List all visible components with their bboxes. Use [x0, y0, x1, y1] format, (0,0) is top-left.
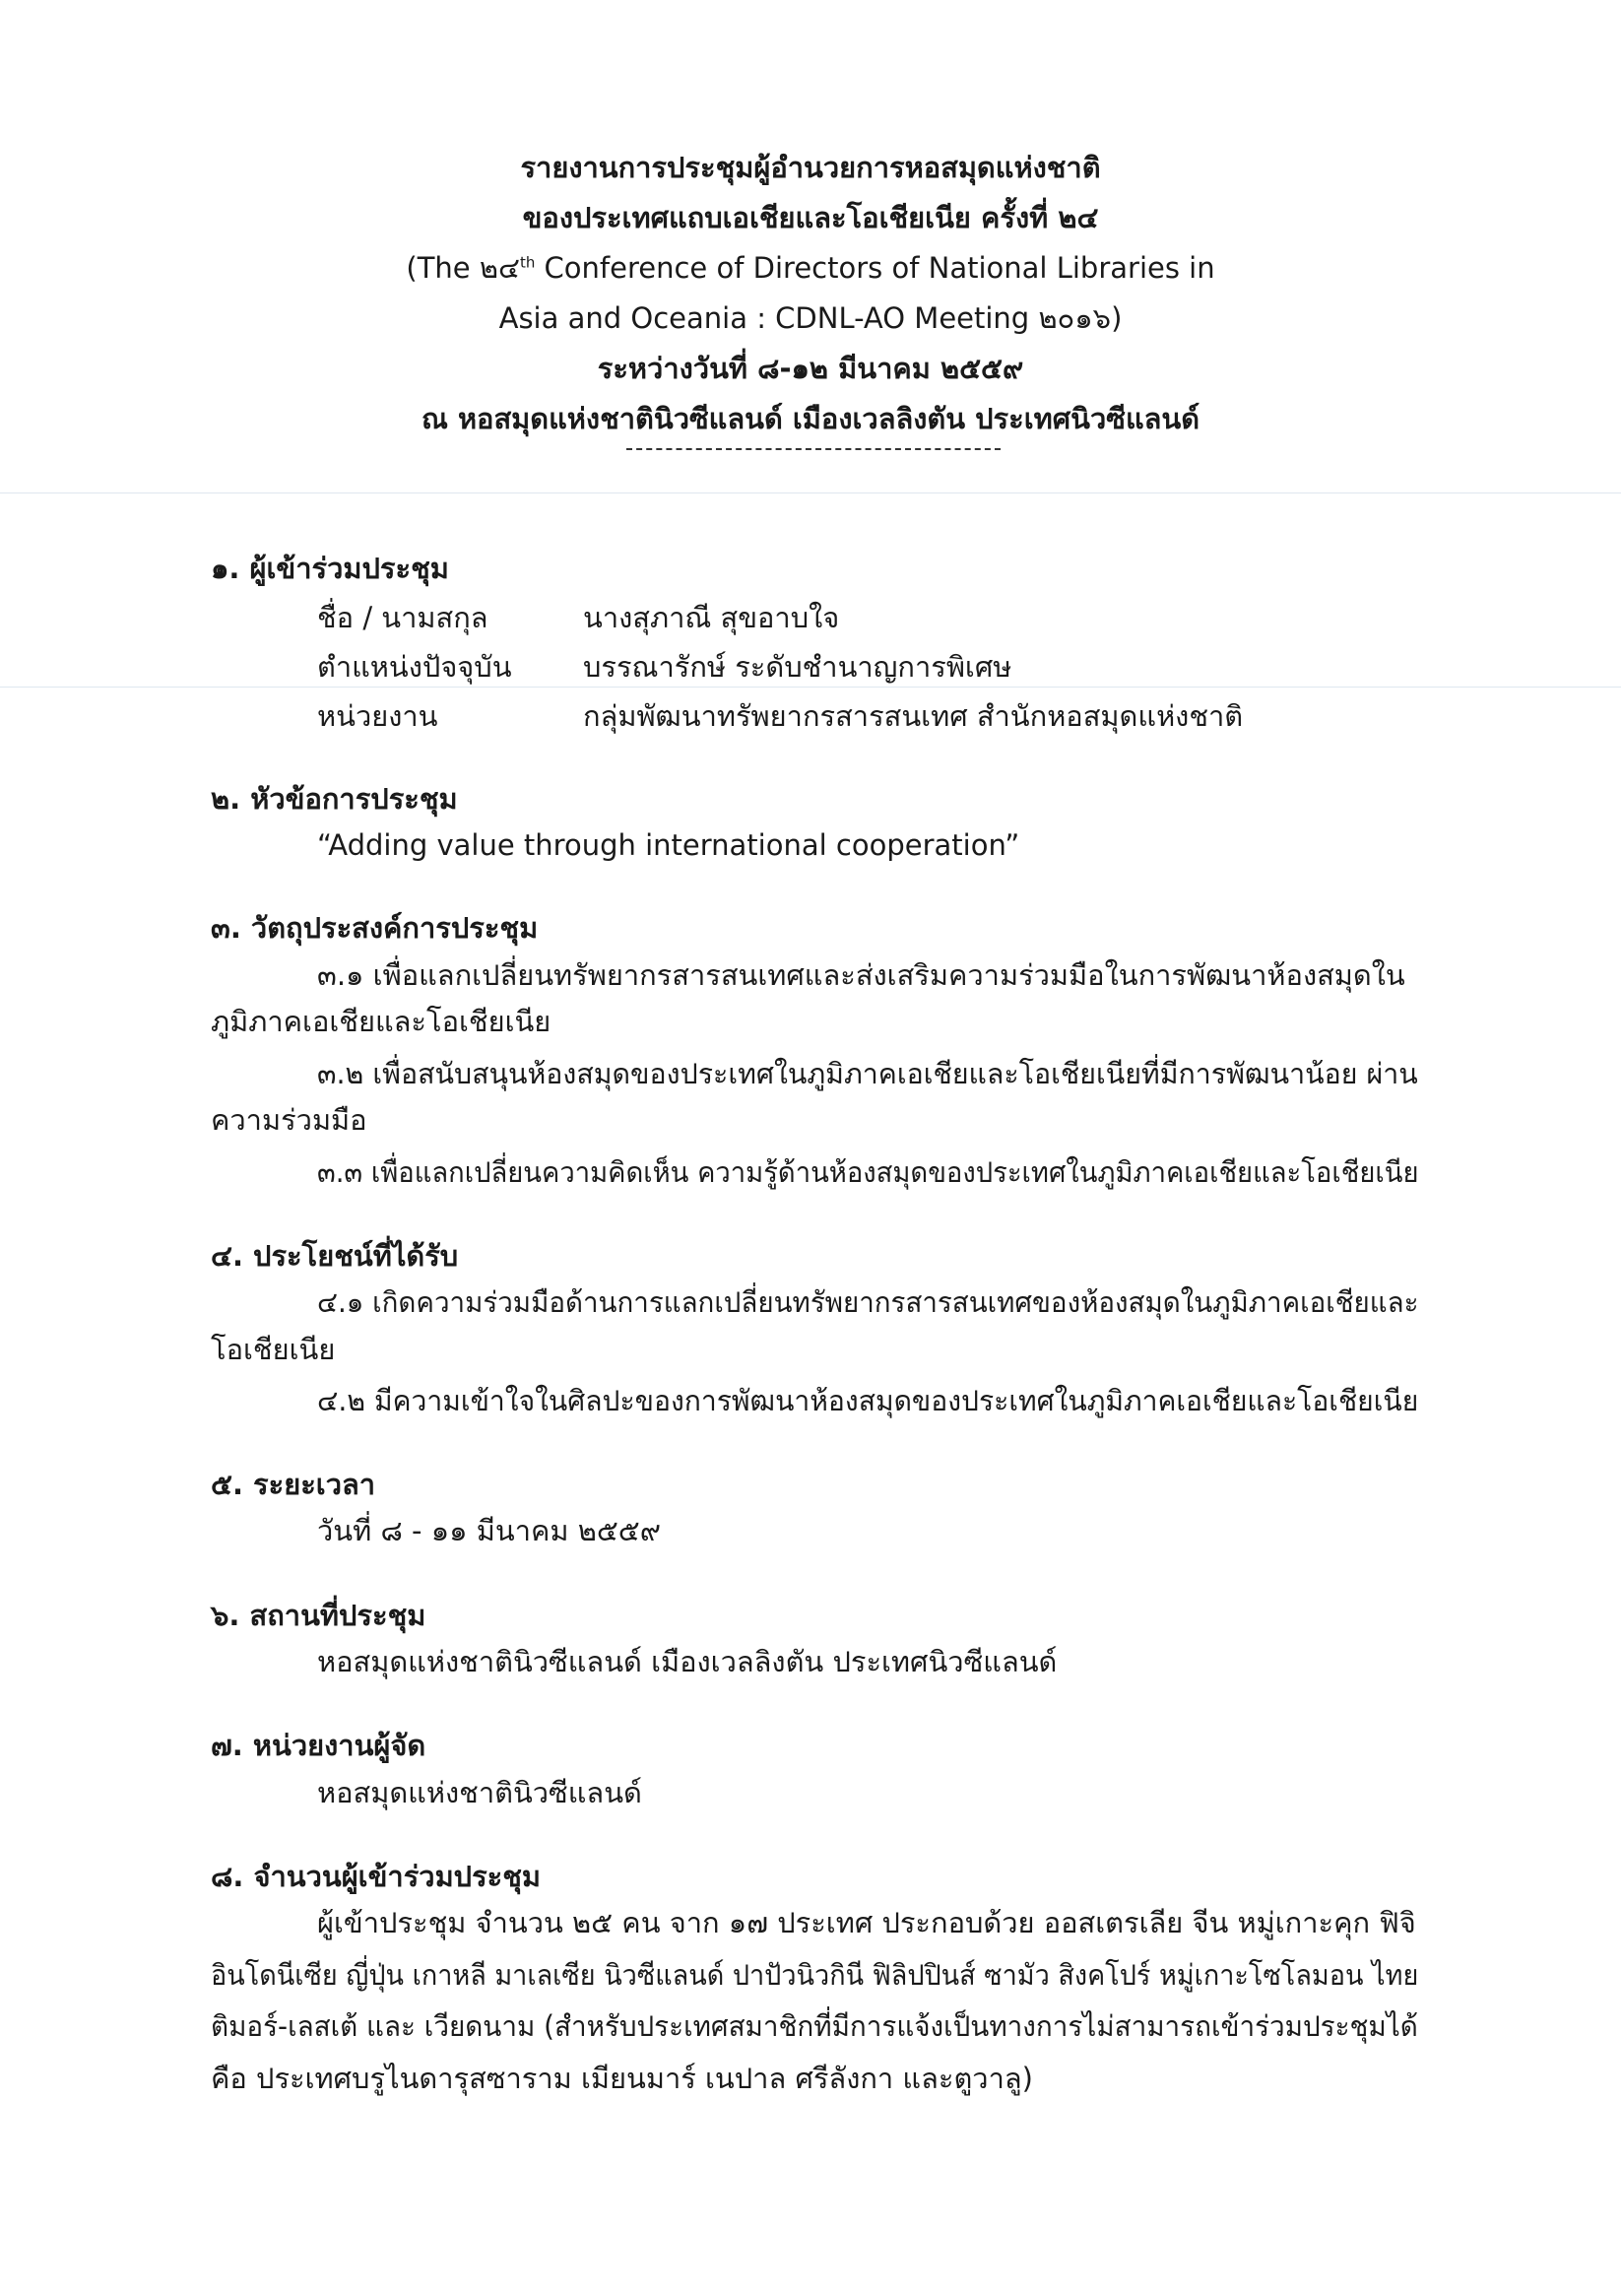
section-2-heading: ๒. หัวข้อการประชุม [211, 782, 458, 816]
participant-unit-label: หน่วยงาน [317, 699, 438, 733]
section-6-heading: ๖. สถานที่ประชุม [211, 1599, 426, 1632]
benefit-2-line: ๔.๒ มีความเข้าใจในศิลปะของการพัฒนาห้องสมุดของประเทศในภูมิภาคเอเชียและโอเชียเนีย [317, 1384, 1419, 1417]
duration-text: วันที่ ๘ - ๑๑ มีนาคม ๒๕๕๙ [317, 1514, 661, 1547]
header-english-line [0, 243, 1621, 294]
participant-position-label: ตำแหน่งปัจจุบัน [317, 650, 512, 684]
meeting-theme-text: “Adding value through international cooperation” [317, 828, 1020, 862]
header-english-post: Conference of Directors of National Libraries in [535, 251, 1215, 285]
dashed-divider [626, 448, 1001, 450]
report-header [0, 143, 1621, 444]
scan-artifact-line [0, 687, 1621, 688]
objective-3-line: ๓.๓ เพื่อแลกเปลี่ยนความคิดเห็น ความรู้ด้านห้องสมุดของประเทศในภูมิภาคเอเชียและโอเชียเนีย [317, 1155, 1419, 1189]
participant-name-value: นางสุภาณี สุขอาบใจ [583, 601, 840, 634]
section-3-heading: ๓. วัตถุประสงค์การประชุม [211, 911, 539, 945]
scan-artifact-line [0, 492, 1621, 493]
header-date-line: ระหว่างวันที่ ๘-๑๒ มีนาคม ๒๕๕๙ [597, 352, 1024, 385]
section-5-heading: ๕. ระยะเวลา [211, 1468, 376, 1501]
attendees-line-1: ผู้เข้าประชุม จำนวน ๒๕ คน จาก ๑๗ ประเทศ ประกอบด้วย ออสเตรเลีย จีน หมู่เกาะคุก ฟิจิ [317, 1906, 1416, 1939]
section-7-heading: ๗. หน่วยงานผู้จัด [211, 1729, 426, 1762]
organizer-text: หอสมุดแห่งชาตินิวซีแลนด์ [317, 1776, 642, 1809]
section-1-heading: ๑. ผู้เข้าร่วมประชุม [211, 552, 449, 585]
section-4-heading: ๔. ประโยชน์ที่ได้รับ [211, 1239, 459, 1273]
participant-name-label: ชื่อ / นามสกุล [317, 601, 488, 634]
benefit-1-line-2: โอเชียเนีย [211, 1333, 336, 1366]
objective-1-line-2: ภูมิภาคเอเชียและโอเชียเนีย [211, 1005, 551, 1038]
objective-2-line-2: ความร่วมมือ [211, 1103, 367, 1137]
header-ordinal-suffix: th [519, 253, 536, 272]
venue-text: หอสมุดแห่งชาตินิวซีแลนด์ เมืองเวลลิงตัน ประเทศนิวซีแลนด์ [317, 1645, 1058, 1678]
objective-2-line-1: ๓.๒ เพื่อสนับสนุนห้องสมุดของประเทศในภูมิภาคเอเชียและโอเชียเนียที่มีการพัฒนาน้อย ผ่าน [317, 1057, 1418, 1090]
header-english-pre: (The ๒๔ [406, 251, 520, 285]
benefit-1-line-1: ๔.๑ เกิดความร่วมมือด้านการแลกเปลี่ยนทรัพยากรสารสนเทศของห้องสมุดในภูมิภาคเอเชียและ [317, 1285, 1419, 1319]
participant-position-value: บรรณารักษ์ ระดับชำนาญการพิเศษ [583, 650, 1012, 684]
header-english-line-2: Asia and Oceania : CDNL-AO Meeting ๒๐๑๖) [498, 301, 1123, 335]
header-venue-line: ณ หอสมุดแห่งชาตินิวซีแลนด์ เมืองเวลลิงตัน ประเทศนิวซีแลนด์ [421, 402, 1200, 435]
participant-unit-value: กลุ่มพัฒนาทรัพยากรสารสนเทศ สำนักหอสมุดแห่งชาติ [583, 699, 1244, 733]
header-title-line: รายงานการประชุมผู้อำนวยการหอสมุดแห่งชาติ [520, 151, 1101, 184]
attendees-line-2: อินโดนีเซีย ญี่ปุ่น เกาหลี มาเลเซีย นิวซีแลนด์ ปาปัวนิวกินี ฟิลิปปินส์ ซามัว สิงคโปร์ หมู่เกาะโซโลมอน ไทย [211, 1958, 1419, 1992]
attendees-line-4: คือ ประเทศบรูไนดารุสซาราม เมียนมาร์ เนปาล ศรีลังกา และตูวาลู) [211, 2062, 1033, 2095]
objective-1-line-1: ๓.๑ เพื่อแลกเปลี่ยนทรัพยากรสารสนเทศและส่งเสริมความร่วมมือในการพัฒนาห้องสมุดใน [317, 958, 1405, 992]
attendees-line-3: ติมอร์-เลสเต้ และ เวียดนาม (สำหรับประเทศสมาชิกที่มีการแจ้งเป็นทางการไม่สามารถเข้าร่วมประชุมได้ [211, 2009, 1418, 2043]
section-8-heading: ๘. จำนวนผู้เข้าร่วมประชุม [211, 1860, 542, 1893]
header-subtitle-line: ของประเทศแถบเอเชียและโอเชียเนีย ครั้งที่ ๒๔ [522, 201, 1099, 234]
